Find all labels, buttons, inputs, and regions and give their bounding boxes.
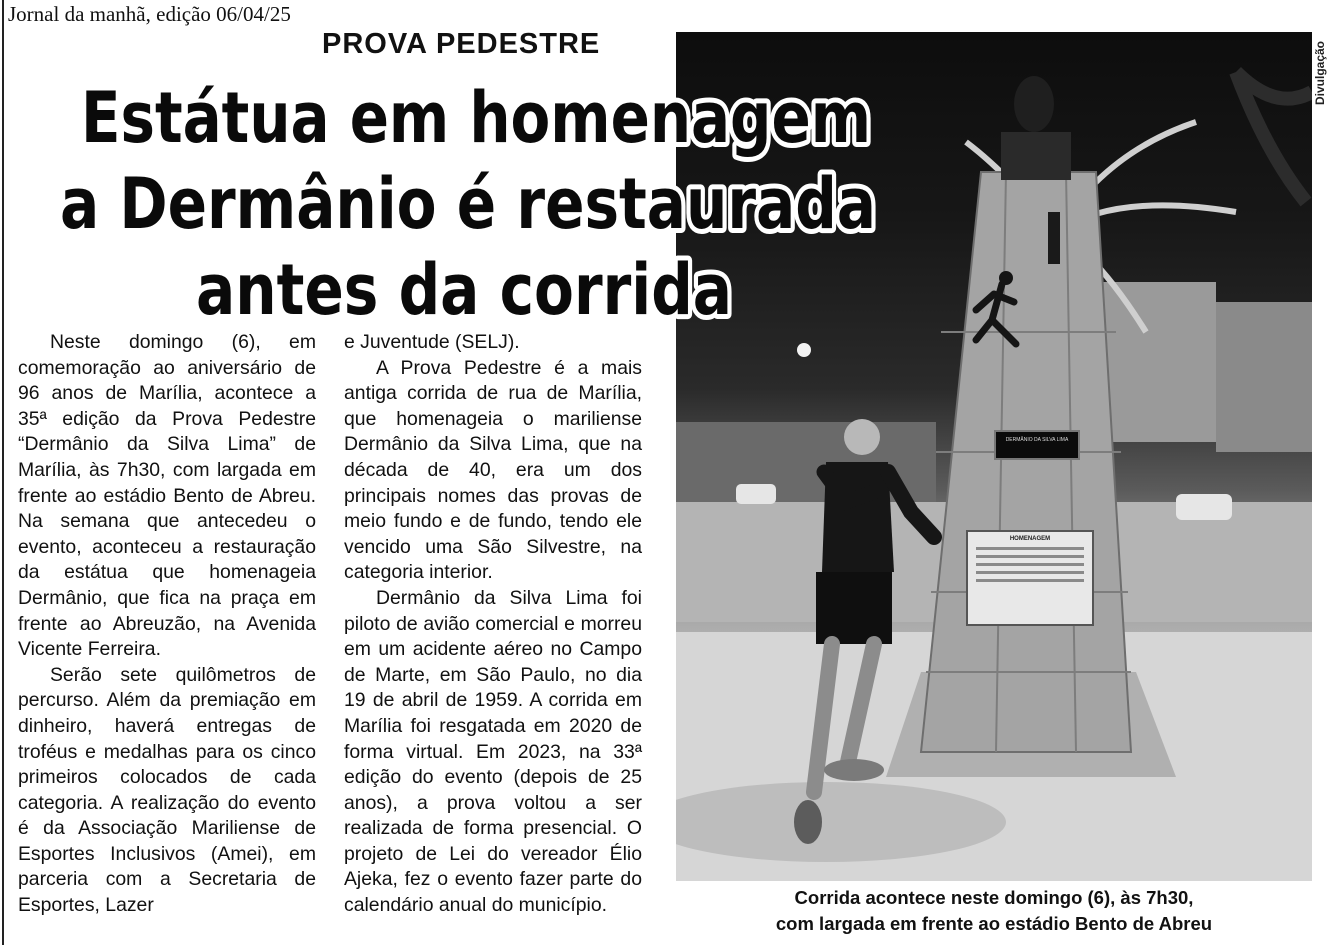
paragraph: Neste domingo (6), em comemoração ao aniversário de 96 anos de Marília, acontece a 35ª edição da Prova Pedestre “Dermânio da Silva Lima” de Marília, às 7h30, com largada em frente ao estádio Bento de Abreu. Na semana que antecedeu o evento, aconteceu a restauração da estátua que homenageia Dermânio, que fica na praça em frente ao Abreuzão, na Avenida Vicente Ferreira.: [18, 331, 316, 661]
article-column-1: [18, 330, 316, 919]
person-head: [844, 419, 880, 455]
person-shoe-right: [824, 759, 884, 781]
headline-line: Estátua em homenagem: [81, 77, 871, 159]
section-kicker: PROVA PEDESTRE: [322, 28, 601, 60]
person-shoe-left: [794, 800, 822, 844]
tree-right: [1236, 72, 1312, 202]
car: [1176, 494, 1232, 520]
homage-plaque-line: [976, 579, 1084, 582]
monument-name-plaque: [994, 430, 1080, 460]
caption-line: com largada em frente ao estádio Bento de Abreu: [775, 913, 1213, 934]
homage-plaque-line: [976, 555, 1084, 558]
paragraph-continuation: e Juventude (SELJ).: [344, 331, 520, 353]
headline: [56, 78, 896, 330]
paragraph: Serão sete quilômetros de percurso. Além da premiação em dinheiro, haverá entregas de troféus e medalhas para os cinco primeiros colocados de cada categoria. A realização do evento é da Associação Mariliense de Esportes Inclusivos (Amei), em parceria com a Secretaria de Esportes, Lazer: [18, 663, 316, 917]
article-column-2: [344, 330, 642, 919]
photo-credit-text: Divulgação: [1313, 40, 1328, 106]
paragraph: A Prova Pedestre é a mais antiga corrida de rua de Marília, que homenageia o mariliense Dermânio da Silva Lima, que na década de 40, era um dos principais nomes das provas de meio fundo e de fundo, tendo ele vencido uma São Silvestre, na categoria interior.: [344, 356, 642, 584]
homage-plaque-line: [976, 563, 1084, 566]
homage-plaque-line: [976, 571, 1084, 574]
monument-bust: [1014, 76, 1054, 132]
photo-caption: [676, 885, 1312, 937]
headline-line: a Dermânio é restaurada: [60, 163, 876, 245]
building-far-right: [1216, 302, 1312, 452]
monument-bust-plinth: [1001, 132, 1071, 180]
person-shorts: [816, 572, 892, 644]
plaque-title-text: DERMÂNIO DA SILVA LIMA: [1005, 437, 1069, 443]
runner-relief-head: [999, 271, 1013, 285]
building-right: [1096, 282, 1216, 442]
monument-obelisk: [921, 172, 1131, 752]
paragraph: Dermânio da Silva Lima foi piloto de avião comercial e morreu em um acidente aéreo no Campo de Marte, em São Paulo, no dia 19 de abril de 1959. A corrida em Marília foi resgatada em 2020 de forma virtual. Em 2023, na 33ª edição do evento (depois de 25 anos), a prova voltou a ser realizada de forma presencial. O projeto de Lei do vereador Élio Ajeka, fez o evento fazer parte do calendário anual do município.: [344, 586, 642, 917]
caption-line: Corrida acontece neste domingo (6), às 7h30,: [794, 887, 1194, 908]
street-light: [797, 343, 811, 357]
edition-line: Jornal da manhã, edição 06/04/25: [8, 2, 291, 26]
homage-plaque-line: [976, 547, 1084, 550]
page-left-rule: [2, 0, 4, 945]
car-left: [736, 484, 776, 504]
homage-plaque-heading: HOMENAGEM: [1009, 536, 1051, 542]
headline-line: antes da corrida: [196, 249, 732, 331]
photo-credit: [1314, 36, 1338, 116]
headline-svg: [56, 78, 896, 330]
monument-torch: [1048, 212, 1060, 264]
monument-homage-plaque: [966, 530, 1094, 626]
